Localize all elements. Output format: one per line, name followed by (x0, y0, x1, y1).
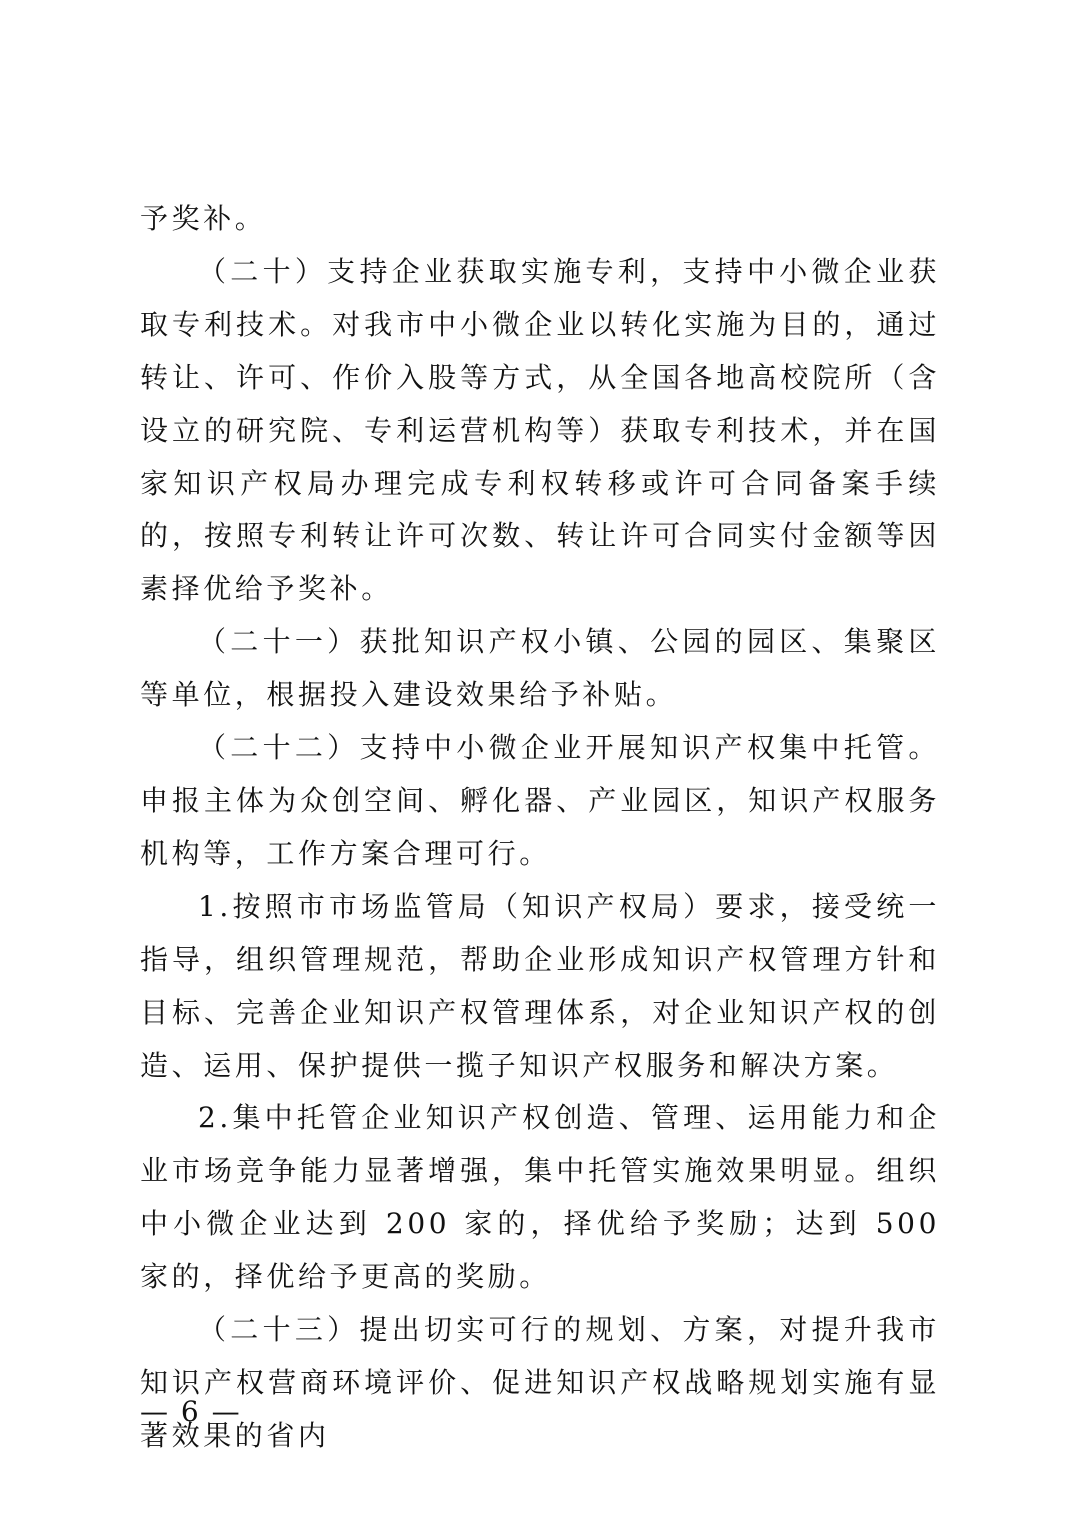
paragraph-item-21: （二十一）获批知识产权小镇、公园的园区、集聚区等单位，根据投入建设效果给予补贴。 (140, 625, 940, 712)
paragraph-item-23: （二十三）提出切实可行的规划、方案，对提升我市知识产权营商环境评价、促进知识产权战略规划实施有显著效果的省内 (140, 1313, 940, 1452)
paragraph-continuation: 予奖补。 (140, 202, 267, 235)
paragraph-subitem-2: 2.集中托管企业知识产权创造、管理、运用能力和企业市场竞争能力显著增强，集中托管实施效果明显。组织中小微企业达到 200 家的，择优给予奖励；达到 500 家的，择优给予更高的奖励。 (140, 1101, 940, 1294)
page-number-footer: — 6 — (140, 1395, 242, 1428)
paragraph-subitem-1: 1.按照市市场监管局（知识产权局）要求，接受统一指导，组织管理规范，帮助企业形成知识产权管理方针和目标、完善企业知识产权管理体系，对企业知识产权的创造、运用、保护提供一揽子知识产权服务和解决方案。 (140, 889, 940, 1082)
paragraph-item-22: （二十二）支持中小微企业开展知识产权集中托管。申报主体为众创空间、孵化器、产业园区，知识产权服务机构等，工作方案合理可行。 (140, 731, 940, 870)
document-body (140, 193, 940, 1463)
paragraph-item-20: （二十）支持企业获取实施专利，支持中小微企业获取专利技术。对我市中小微企业以转化实施为目的，通过转让、许可、作价入股等方式，从全国各地高校院所（含设立的研究院、专利运营机构等）获取专利技术，并在国家知识产权局办理完成专利权转移或许可合同备案手续的，按照专利转让许可次数、转让许可合同实付金额等因素择优给予奖补。 (140, 254, 940, 606)
